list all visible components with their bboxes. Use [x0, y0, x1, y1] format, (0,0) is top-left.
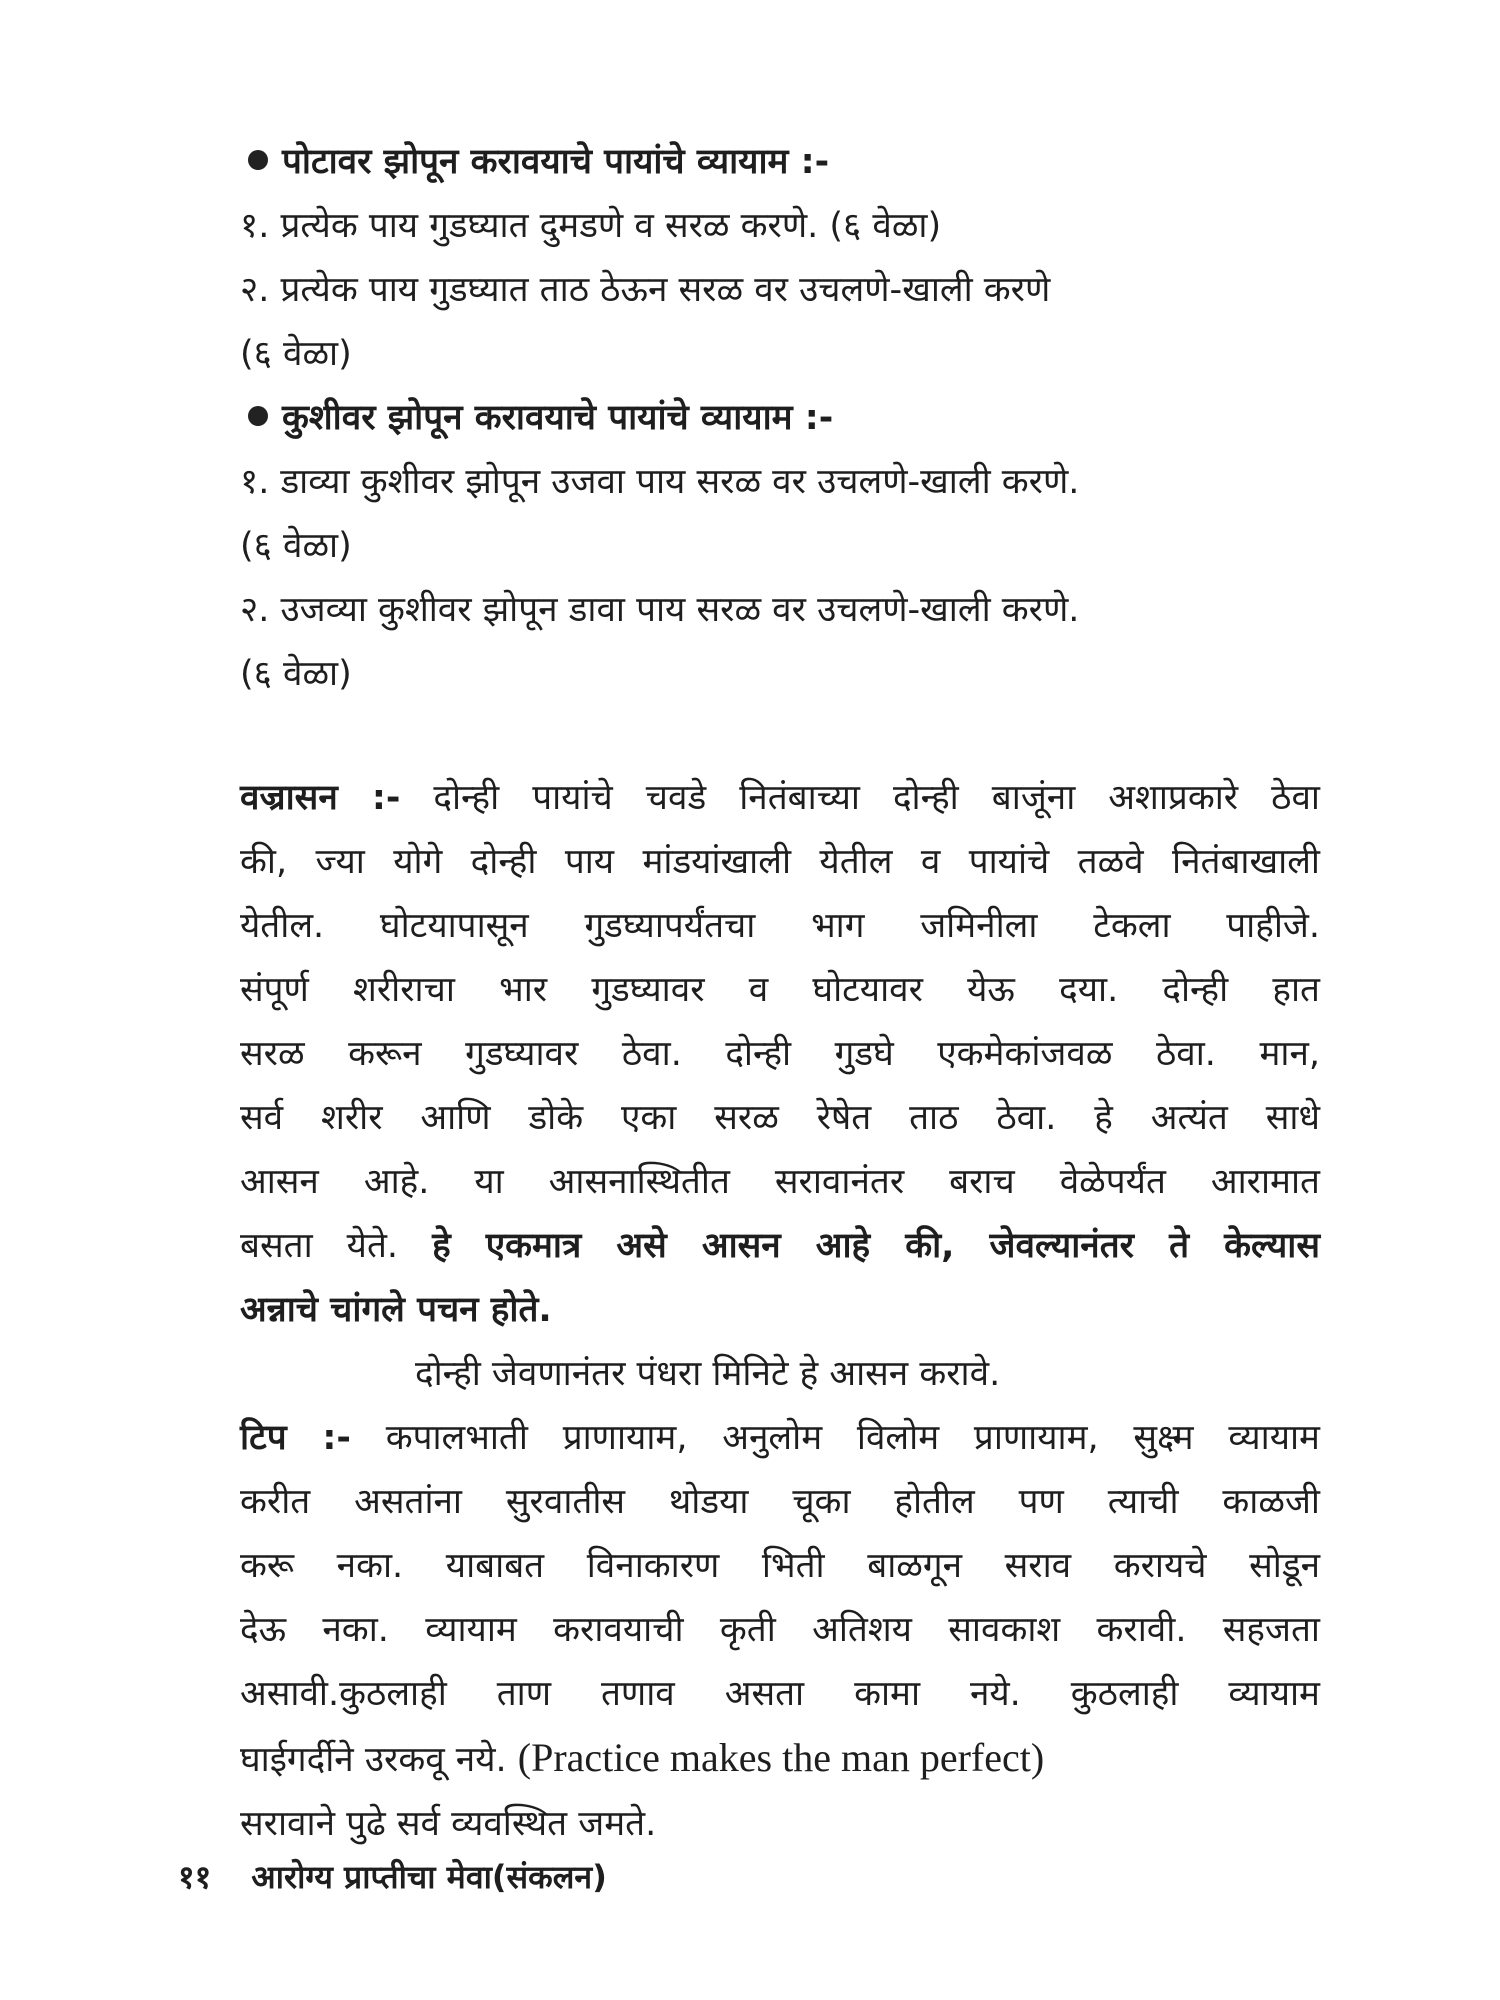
page-number: ११ [178, 1858, 212, 1896]
paragraph-line: वज्रासन :- दोन्ही पायांचे चवडे नितंबाच्या दोन्ही बाजूंना अशाप्रकारे ठेवा [240, 778, 1320, 818]
paragraph-line: सरावाने पुढे सर्व व्यवस्थित जमते. [240, 1804, 657, 1844]
paragraph-line: येतील. घोटयापासून गुडघ्यापर्यंतचा भाग जमिनीला टेकला पाहीजे. [240, 906, 1320, 946]
paragraph-line: आसन आहे. या आसनास्थितीत सरावानंतर बराच वेळेपर्यंत आरामात [240, 1162, 1320, 1202]
list-item: (६ वेळा) [240, 334, 352, 374]
paragraph-line: असावी.कुठलाही ताण तणाव असता कामा नये. कुठलाही व्यायाम [240, 1674, 1320, 1714]
vajrasan-label: वज्रासन :- [240, 778, 401, 818]
list-item: २. प्रत्येक पाय गुडघ्यात ताठ ठेऊन सरळ वर उचलणे-खाली करणे [240, 270, 1051, 310]
paragraph-line: देऊ नका. व्यायाम करावयाची कृती अतिशय सावकाश करावी. सहजता [240, 1610, 1320, 1650]
paragraph-line: सर्व शरीर आणि डोके एका सरळ रेषेत ताठ ठेवा. हे अत्यंत साधे [240, 1098, 1320, 1138]
list-item: (६ वेळा) [240, 654, 352, 694]
paragraph-line: टिप :- कपालभाती प्राणायाम, अनुलोम विलोम प्राणायाम, सुक्ष्म व्यायाम [240, 1418, 1320, 1458]
english-quote: (Practice makes the man perfect) [517, 1735, 1045, 1780]
tip-paragraph [240, 1406, 1320, 1856]
book-title: आरोग्य प्राप्तीचा मेवा(संकलन) [251, 1858, 607, 1896]
list-item: (६ वेळा) [240, 526, 352, 566]
paragraph-line: बसता येते. हे एकमात्र असे आसन आहे की, जेवल्यानंतर ते केल्यास [240, 1226, 1320, 1266]
paragraph-line: करू नका. याबाबत विनाकारण भिती बाळगून सराव करायचे सोडून [240, 1546, 1320, 1586]
emphasis-text: हे एकमात्र असे आसन आहे की, जेवल्यानंतर ते केल्यास [432, 1226, 1320, 1266]
vajrasan-paragraph [240, 766, 1320, 1406]
paragraph-line: सरळ करून गुडघ्यावर ठेवा. दोन्ही गुडघे एकमेकांजवळ ठेवा. मान, [240, 1034, 1320, 1074]
emphasis-text: अन्नाचे चांगले पचन होते. [240, 1290, 552, 1330]
paragraph-line: संपूर्ण शरीराचा भार गुडघ्यावर व घोटयावर येऊ दया. दोन्ही हात [240, 970, 1320, 1010]
page-footer [178, 1855, 607, 1898]
bullet-icon [248, 150, 268, 170]
paragraph-gap [240, 706, 1320, 766]
paragraph-line: की, ज्या योगे दोन्ही पाय मांडयांखाली येतील व पायांचे तळवे नितंबाखाली [240, 842, 1320, 882]
paragraph-line: घाईगर्दीने उरकवू नये. (Practice makes the man perfect) [240, 1735, 1045, 1780]
bullet-icon [248, 406, 268, 426]
section-heading-prone-leg-exercises: पोटावर झोपून करावयाचे पायांचे व्यायाम :- [240, 130, 1320, 194]
paragraph-line: करीत असतांना सुरवातीस थोडया चूका होतील पण त्याची काळजी [240, 1482, 1320, 1522]
centered-note: दोन्ही जेवणानंतर पंधरा मिनिटे हे आसन करावे. [415, 1354, 1001, 1394]
list-item: १. प्रत्येक पाय गुडघ्यात दुमडणे व सरळ करणे. (६ वेळा) [240, 206, 942, 246]
list-item: १. डाव्या कुशीवर झोपून उजवा पाय सरळ वर उचलणे-खाली करणे. [240, 462, 1080, 502]
section-heading-side-leg-exercises: कुशीवर झोपून करावयाचे पायांचे व्यायाम :- [240, 386, 1320, 450]
tip-label: टिप :- [240, 1418, 351, 1458]
list-item: २. उजव्या कुशीवर झोपून डावा पाय सरळ वर उचलणे-खाली करणे. [240, 590, 1080, 630]
page-body [240, 130, 1320, 1856]
